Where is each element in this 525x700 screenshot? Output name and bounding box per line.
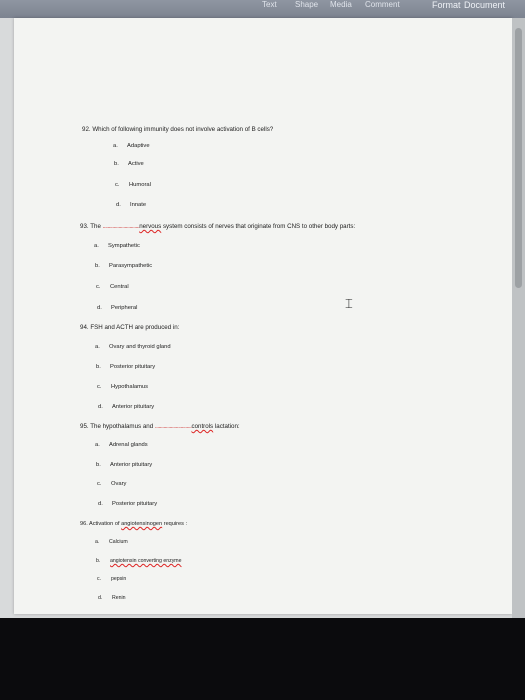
option-96c	[97, 576, 126, 582]
option-93c	[96, 284, 129, 290]
option-text: Calcium	[109, 539, 128, 545]
option-letter: b.	[114, 161, 119, 167]
option-95b	[96, 462, 152, 468]
option-text: Posterior pituitary	[110, 364, 156, 370]
option-text: Innate	[130, 202, 147, 208]
question-text-before: Activation of	[89, 521, 120, 527]
question-number: 92.	[82, 126, 91, 133]
question-text-before: The	[90, 223, 101, 230]
option-text: pepsin	[111, 576, 127, 582]
option-letter: c.	[97, 384, 102, 390]
option-letter: c.	[96, 284, 101, 290]
option-letter: a.	[95, 539, 100, 545]
option-letter: d.	[97, 305, 102, 311]
question-94	[80, 324, 179, 331]
option-text: Anterior pituitary	[112, 404, 155, 410]
option-letter: b.	[96, 364, 101, 370]
option-92b	[114, 161, 144, 167]
option-text: Hypothalamus	[111, 384, 149, 390]
option-96b	[96, 558, 182, 564]
option-92c	[115, 182, 151, 188]
option-letter: c.	[97, 481, 102, 487]
question-number: 93.	[80, 223, 89, 230]
option-letter: b.	[96, 558, 101, 564]
text-cursor-icon: ⌶	[345, 297, 353, 312]
option-text: Posterior pituitary	[112, 501, 158, 507]
option-text: Parasympathetic	[109, 263, 153, 269]
option-95c	[97, 481, 126, 487]
option-text: Active	[128, 161, 144, 167]
question-92	[82, 126, 273, 133]
option-text: Adaptive	[127, 143, 150, 149]
option-text: Humoral	[129, 182, 151, 188]
toolbar-tab-comment[interactable]: Comment	[365, 0, 400, 9]
document-page[interactable]	[14, 18, 512, 614]
option-text: Adrenal glands	[109, 442, 148, 448]
option-96a	[95, 539, 128, 545]
option-text: Ovary and thyroid gland	[109, 344, 171, 350]
question-95	[80, 423, 240, 430]
option-92a	[113, 143, 150, 149]
toolbar-tab-media[interactable]: Media	[330, 0, 352, 9]
answer-blank: ..............................	[154, 423, 192, 430]
option-letter: a.	[95, 442, 100, 448]
question-number: 96.	[80, 521, 88, 527]
toolbar-tab-text[interactable]: Text	[262, 0, 277, 9]
question-93	[80, 223, 355, 230]
option-letter: d.	[98, 595, 103, 601]
option-93b	[95, 263, 152, 269]
option-94a	[95, 344, 171, 350]
question-text-after: lactation:	[214, 423, 240, 430]
screen-bezel	[0, 618, 525, 700]
option-letter: a.	[94, 243, 99, 249]
option-text: Anterior pituitary	[110, 462, 153, 468]
question-text: Which of following immunity does not involve activation of B cells?	[92, 126, 274, 133]
option-letter: a.	[113, 143, 118, 149]
option-letter: d.	[98, 404, 103, 410]
question-text-after: requires :	[163, 521, 188, 527]
option-letter: a.	[95, 344, 100, 350]
app-toolbar	[0, 0, 525, 18]
option-text: Central	[110, 284, 129, 290]
option-94c	[97, 384, 148, 390]
option-93d	[97, 305, 137, 311]
option-text: angiotensin converting enzyme	[110, 558, 182, 564]
spell-flag-text: controls	[191, 423, 214, 430]
answer-blank: ..............................	[102, 223, 140, 230]
option-letter: c.	[97, 576, 102, 582]
option-95a	[95, 442, 148, 448]
option-letter: c.	[115, 182, 120, 188]
spell-flag-text: nervous	[139, 223, 162, 230]
question-text-after: system consists of nerves that originate from CNS to other body parts:	[162, 223, 356, 230]
option-text: Sympathetic	[108, 243, 140, 249]
question-96	[80, 521, 187, 527]
option-letter: b.	[95, 263, 100, 269]
toolbar-tab-shape[interactable]: Shape	[295, 0, 319, 9]
option-92d	[116, 202, 146, 208]
question-text: FSH and ACTH are produced in:	[90, 324, 180, 331]
option-letter: b.	[96, 462, 101, 468]
scrollbar-thumb[interactable]	[515, 28, 522, 288]
spell-flag-text: angiotensinogen	[121, 521, 163, 527]
option-94d	[98, 404, 154, 410]
option-text: Ovary	[111, 481, 127, 487]
question-number: 95.	[80, 423, 89, 430]
option-text: Renin	[112, 595, 126, 601]
vertical-scrollbar[interactable]	[512, 18, 525, 618]
option-94b	[96, 364, 155, 370]
question-number: 94.	[80, 324, 89, 331]
option-93a	[94, 243, 140, 249]
document-button[interactable]: Document	[464, 0, 506, 10]
option-letter: d.	[98, 501, 103, 507]
option-letter: d.	[116, 202, 121, 208]
option-95d	[98, 501, 157, 507]
option-text: Peripheral	[111, 305, 138, 311]
question-text-before: The hypothalamus and	[90, 423, 154, 430]
format-button[interactable]: Format	[432, 0, 461, 10]
option-96d	[98, 595, 126, 601]
